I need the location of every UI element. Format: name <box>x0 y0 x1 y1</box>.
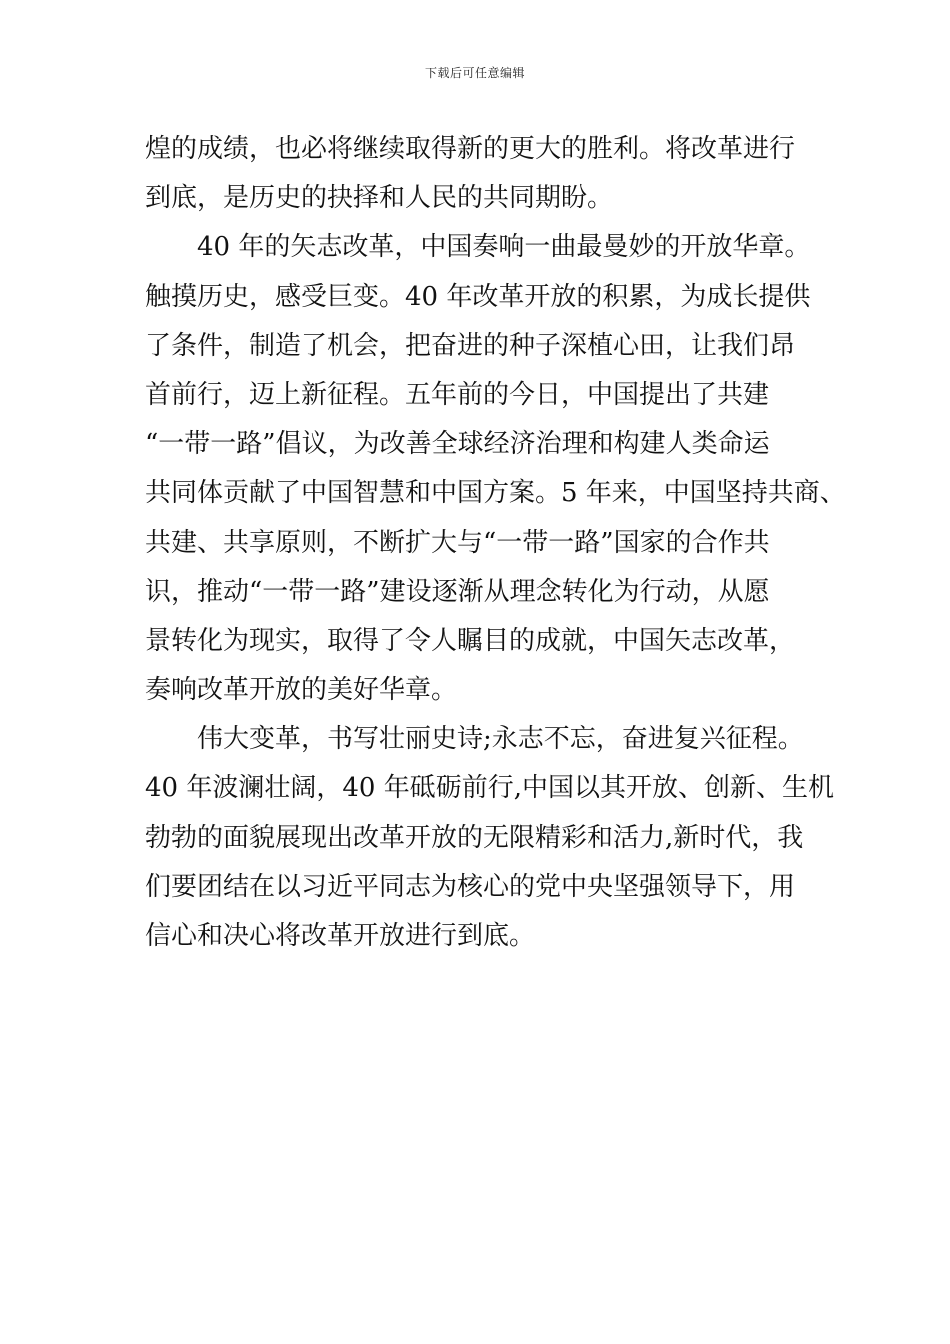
text-line: 40 年的矢志改革，中国奏响一曲最曼妙的开放华章。 <box>197 232 811 263</box>
text-line: 了条件，制造了机会，把奋进的种子深植心田，让我们昂 <box>145 330 796 361</box>
paragraph-3 <box>145 715 835 961</box>
text-line: 景转化为现实，取得了令人瞩目的成就，中国矢志改革， <box>145 625 796 656</box>
page-header: 下载后可任意编辑 <box>424 66 525 80</box>
text-line: 勃勃的面貌展现出改革开放的无限精彩和活力,新时代，我 <box>145 822 804 853</box>
text-line: 触摸历史，感受巨变。40 年改革开放的积累，为成长提供 <box>145 281 811 312</box>
text-line: 们要团结在以习近平同志为核心的党中央坚强领导下，用 <box>145 871 796 902</box>
body-text <box>145 125 846 961</box>
text-line: 共同体贡献了中国智慧和中国方案。5 年来，中国坚持共商、 <box>145 478 846 509</box>
text-line: 首前行，迈上新征程。五年前的今日，中国提出了共建 <box>145 379 770 410</box>
text-line: 伟大变革，书写壮丽史诗;永志不忘，奋进复兴征程。 <box>197 724 804 755</box>
text-line: 煌的成绩，也必将继续取得新的更大的胜利。将改革进行 <box>145 134 796 164</box>
text-line: 识，推动“一带一路”建设逐渐从理念转化为行动，从愿 <box>145 576 770 607</box>
text-line: 奏响改革开放的美好华章。 <box>145 675 458 706</box>
text-line: 40 年波澜壮阔，40 年砥砺前行,中国以其开放、创新、生机 <box>145 773 834 804</box>
text-line: 到底，是历史的抉择和人民的共同期盼。 <box>145 183 614 214</box>
text-line: “一带一路”倡议，为改善全球经济治理和构建人类命运 <box>145 429 770 460</box>
paragraph-1 <box>145 125 835 223</box>
text-line: 信心和决心将改革开放进行到底。 <box>145 921 536 951</box>
text-line: 共建、共享原则，不断扩大与“一带一路”国家的合作共 <box>145 527 770 558</box>
paragraph-2 <box>145 223 846 715</box>
